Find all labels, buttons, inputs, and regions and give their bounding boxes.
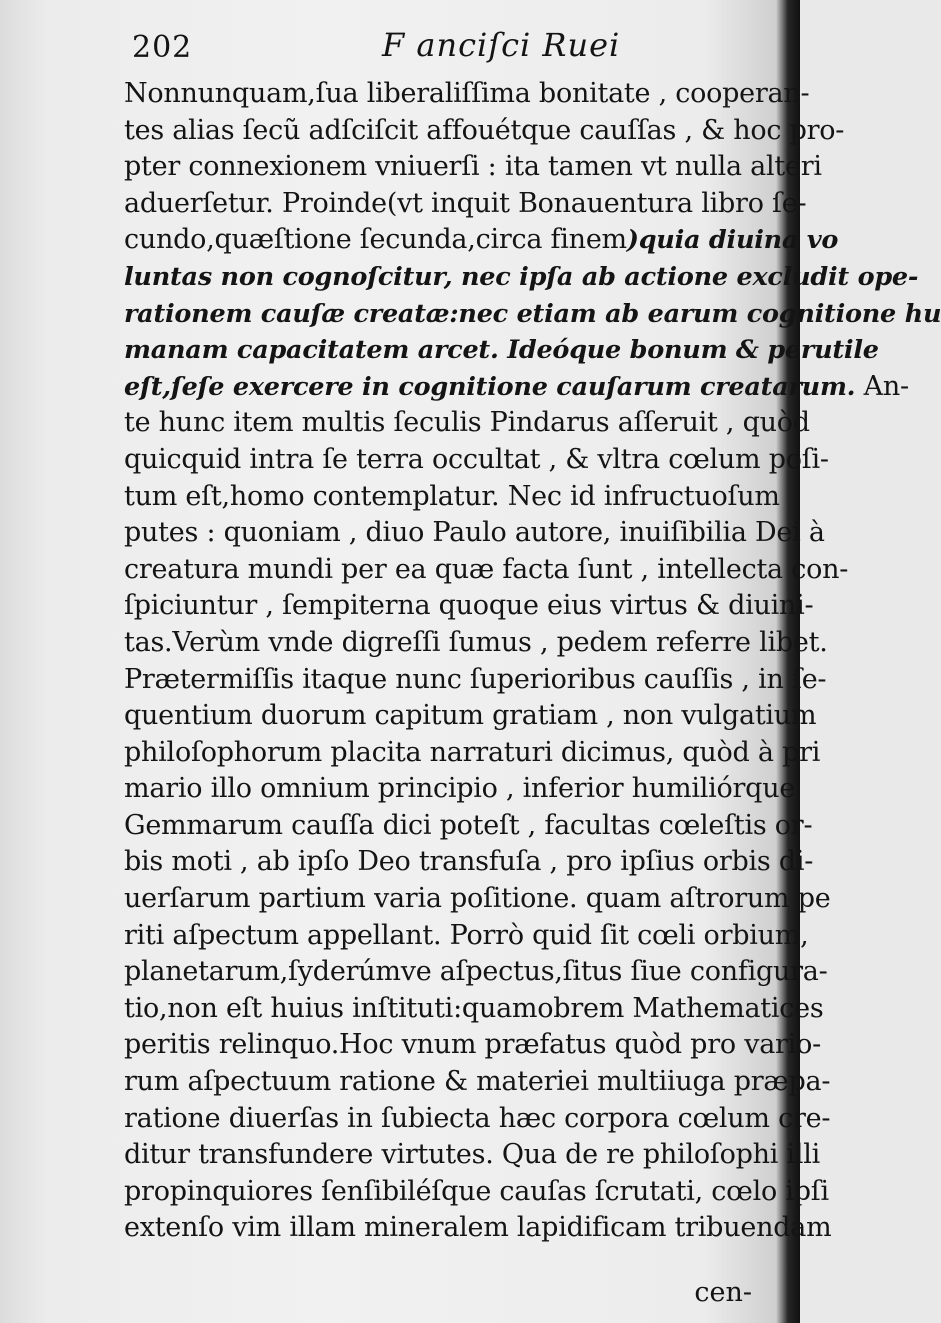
text-line [124, 76, 810, 113]
text-segment: extenſo vim illam mineralem lapidificam tribuendam [124, 1212, 832, 1244]
text-segment: An- [855, 370, 909, 402]
text-line [124, 662, 827, 699]
text-segment: uerſarum partium varia poſitione. quam aſtrorum pe [124, 883, 831, 915]
text-line [124, 479, 780, 516]
text-line [124, 369, 909, 406]
text-line [124, 515, 825, 552]
text-segment: creatura mundi per ea quæ facta ſunt , intellecta con- [124, 553, 849, 585]
page-header [132, 24, 732, 80]
catchword: cen- [694, 1277, 752, 1308]
text-segment: putes : quoniam , diuo Paulo autore, inuiſibilia Dei à [124, 517, 825, 549]
text-line [124, 698, 817, 735]
text-segment: philoſophorum placita narraturi dicimus, quòd à pri [124, 736, 821, 768]
text-segment: rum aſpectuum ratione & materiei multiiuga præpa- [124, 1066, 831, 1098]
text-line [124, 735, 821, 772]
text-segment: ratione diuerſas in ſubiecta hæc corpora cœlum cre- [124, 1102, 831, 1134]
text-line [124, 1174, 829, 1211]
text-segment: bis moti , ab ipſo Deo transfuſa , pro ipſius orbis di- [124, 846, 814, 878]
text-line [124, 186, 807, 223]
running-title: F anciſci Ruei [382, 26, 621, 64]
text-segment: tes alias ſecũ adſciſcit affouétque cauſſas , & hoc pro- [124, 114, 845, 146]
text-line [124, 222, 839, 259]
text-segment: quentium duorum capitum gratiam , non vulgatium [124, 700, 817, 732]
text-segment: mario illo omnium principio , inferior humiliórque [124, 773, 796, 805]
text-segment: riti aſpectum appellant. Porrò quid ſit cœli orbium, [124, 919, 809, 951]
text-line [124, 259, 919, 296]
text-segment: cundo,quæſtione ſecunda,circa finem [124, 224, 627, 256]
text-segment: tas.Verùm vnde digreſſi ſumus , pedem referre libet. [124, 626, 828, 658]
text-segment: aduerſetur. Proinde(vt inquit Bonauentura libro ſe- [124, 187, 807, 219]
text-line [124, 296, 941, 333]
text-line [124, 1101, 831, 1138]
text-line [124, 588, 814, 625]
text-line [124, 442, 829, 479]
text-segment: ſpiciuntur , ſempiterna quoque eius virtus & diuini- [124, 590, 814, 622]
text-line [124, 918, 809, 955]
text-segment: tum eſt,homo contemplatur. Nec id infructuoſum [124, 480, 780, 512]
text-segment: peritis relinquo.Hoc vnum præfatus quòd pro vario- [124, 1029, 821, 1061]
page-number: 202 [132, 30, 193, 65]
text-segment: Nonnunquam,ſua liberaliſſima bonitate , cooperan- [124, 78, 810, 109]
text-line [124, 1064, 831, 1101]
text-segment: pter connexionem vniuerſi : ita tamen vt nulla alteri [124, 151, 822, 183]
text-segment: Gemmarum cauſſa dici poteſt , facultas cœleſtis or- [124, 809, 813, 841]
italic-text-segment: manam capacitatem arcet. Ideóque bonum & perutile [124, 335, 879, 366]
text-line [124, 1027, 821, 1064]
text-segment: quicquid intra ſe terra occultat , & vltra cœlum poſi- [124, 443, 829, 475]
italic-text-segment: )quia diuina vo [626, 225, 839, 256]
text-segment: propinquiores ſenſibiléſque cauſas ſcrutati, cœlo ipſi [124, 1175, 829, 1207]
text-segment: planetarum,ſyderúmve aſpectus,ſitus ſiue configura- [124, 956, 828, 988]
text-body [124, 76, 941, 1306]
text-segment: tio,non eſt huius inſtituti:quamobrem Mathematices [124, 992, 824, 1024]
text-segment: Prætermiſſis itaque nunc ſuperioribus cauſſis , in ſe- [124, 663, 827, 695]
text-line [124, 844, 814, 881]
italic-text-segment: rationem cauſæ creatæ:nec etiam ab earum cognitione hu [124, 298, 941, 329]
italic-text-segment: luntas non cognoſcitur, nec ipſa ab actione excludit ope- [124, 261, 919, 292]
text-line [124, 332, 879, 369]
text-line [124, 1210, 832, 1247]
text-line [124, 954, 828, 991]
italic-text-segment: eſt,ſeſe exercere in cognitione cauſarum creatarum. [124, 371, 856, 402]
text-line [124, 149, 822, 186]
text-line [124, 808, 813, 845]
text-line [124, 552, 849, 589]
text-line [124, 405, 810, 442]
text-line [124, 881, 831, 918]
text-segment: te hunc item multis ſeculis Pindarus aſſeruit , quòd [124, 407, 810, 439]
text-line [124, 625, 828, 662]
text-line [124, 1137, 821, 1174]
text-segment: ditur transfundere virtutes. Qua de re philoſophi illi [124, 1139, 821, 1171]
text-line [124, 771, 796, 808]
text-line [124, 991, 824, 1028]
text-line [124, 113, 845, 150]
